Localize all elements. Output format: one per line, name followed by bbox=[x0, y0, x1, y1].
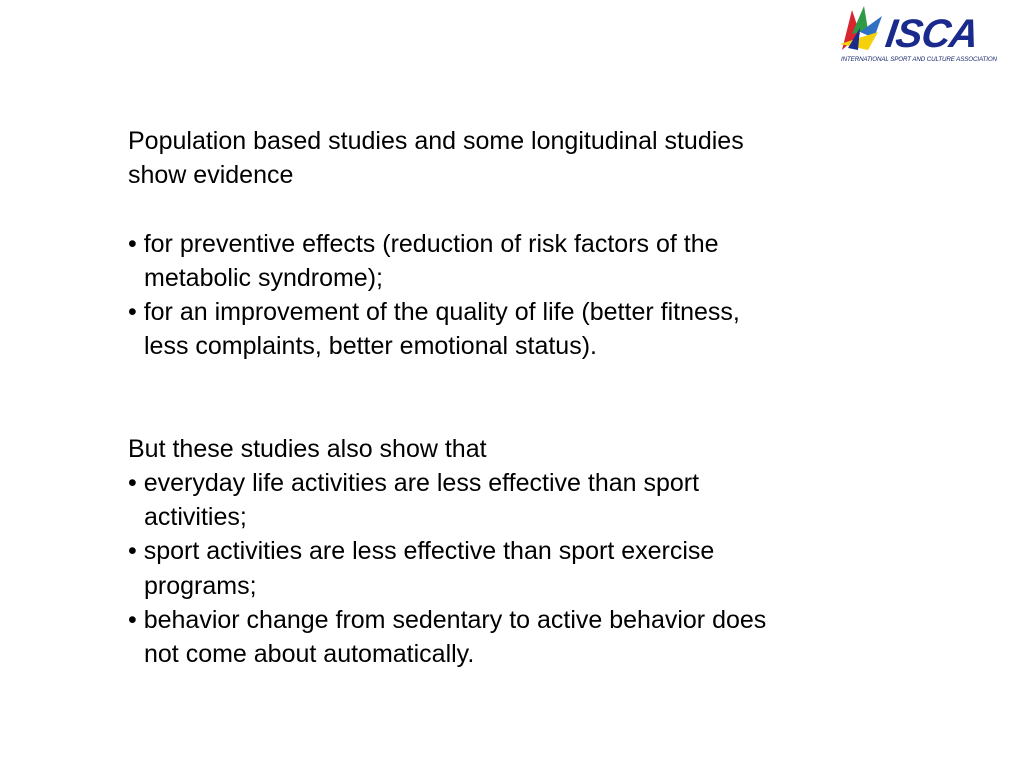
limitations-intro: But these studies also show that bbox=[128, 434, 487, 463]
bullet-sport-activities bbox=[128, 534, 888, 602]
slide-body bbox=[128, 124, 888, 671]
bullet-everyday-activities bbox=[128, 466, 888, 534]
bullet-line: • everyday life activities are less effective than sport bbox=[128, 469, 700, 497]
bullet-line: metabolic syndrome); bbox=[144, 263, 383, 292]
bullet-line: • sport activities are less effective than sport exercise bbox=[128, 537, 715, 566]
bullet-line: less complaints, better emotional status). bbox=[144, 332, 597, 361]
section-evidence bbox=[128, 124, 888, 363]
isca-wordmark: ISCA bbox=[882, 12, 981, 56]
isca-tagline: INTERNATIONAL SPORT AND CULTURE ASSOCIATION bbox=[841, 56, 997, 63]
bullet-line: programs; bbox=[144, 571, 257, 600]
bullet-behavior-change bbox=[128, 603, 888, 671]
spacer bbox=[128, 363, 888, 431]
bullet-line: • behavior change from sedentary to active behavior does bbox=[128, 605, 767, 634]
bullet-line: • for an improvement of the quality of life (better fitness, bbox=[128, 298, 740, 326]
bullet-line: not come about automatically. bbox=[144, 640, 475, 669]
bullet-preventive-effects bbox=[128, 227, 888, 295]
bullet-quality-of-life bbox=[128, 295, 888, 363]
intro-line-1: Population based studies and some longitudinal studies bbox=[128, 127, 744, 155]
spacer bbox=[128, 192, 888, 226]
intro-line-2: show evidence bbox=[128, 161, 294, 190]
isca-logo bbox=[838, 4, 1018, 66]
section-limitations bbox=[128, 432, 888, 671]
bullet-line: • for preventive effects (reduction of risk factors of the bbox=[128, 229, 719, 258]
bullet-line: activities; bbox=[144, 503, 247, 532]
